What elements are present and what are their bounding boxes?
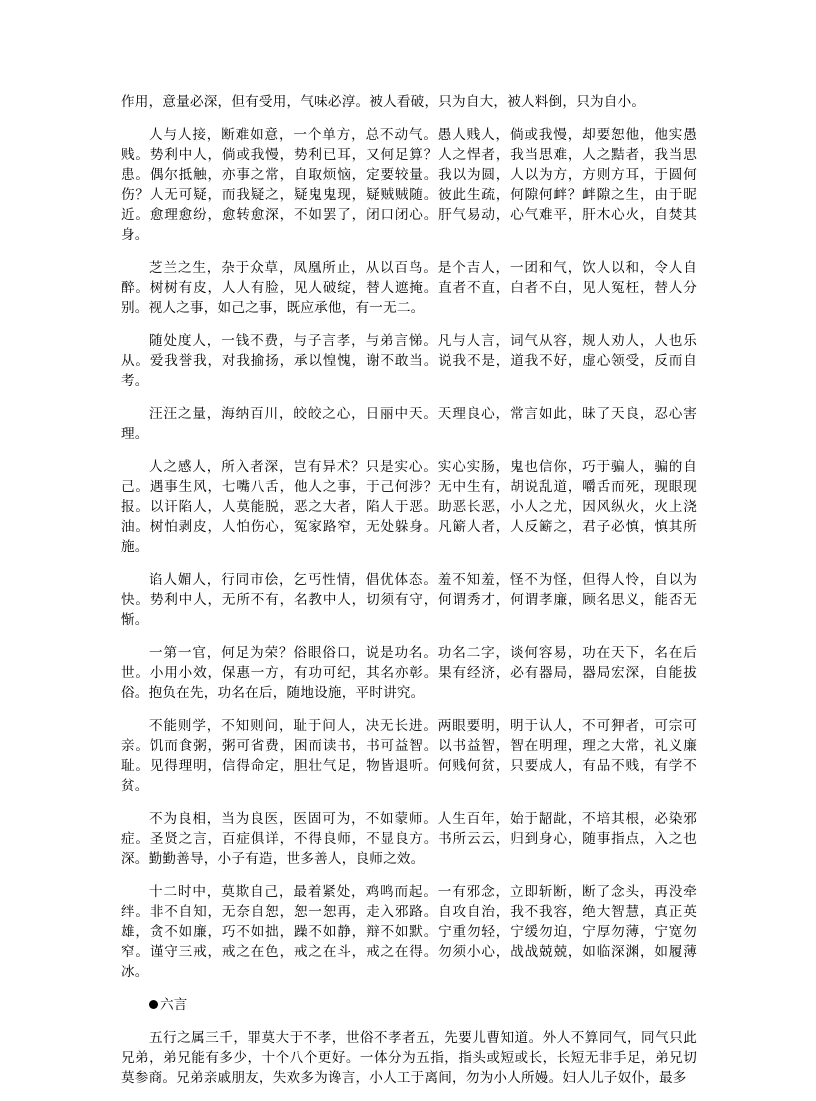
bullet-icon (149, 1000, 158, 1009)
paragraph-10: 不为良相，当为良医，医固可为，不如蒙师。人生百年，始于龆龀，不培其根，必染邪症。圣贤之言，百症俱详，不得良师，不显良方。书所云云，归到身心，随事指点，入之也深。勤勤善导，小子有造，世多善人，良师之效。 (121, 811, 697, 867)
paragraph-12: 五行之属三千，罪莫大于不孝，世俗不孝者五，先要儿曹知道。外人不算同气，同气只此兄弟，弟兄能有多少，十个八个更好。一体分为五指，指头或短或长，长短无非手足，弟兄切莫参商。兄弟亲戚朋友，失欢多为谗言，小人工于离间，勿为小人所嫚。妇人儿子奴仆，最多 (121, 1030, 697, 1086)
paragraph-8: 一第一官，何足为荣？俗眼俗口，说是功名。功名二字，谈何容易，功在天下，名在后世。小用小效，保惠一方，有功可纪，其名亦彰。果有经济，必有器局，器局宏深，自能拔俗。抱负在先，功名在后，随地设施，平时讲究。 (121, 645, 697, 701)
paragraph-9: 不能则学，不知则问，耻于问人，决无长进。两眼要明，明于认人，不可狎者，可宗可亲。饥而食粥，粥可省费，困而读书，书可益智。以书益智，智在明理，理之大常，礼义廉耻。见得理明，信得命定，胆壮气足，物皆退听。何贱何贫，只要成人，有品不贱，有学不贫。 (121, 718, 697, 794)
paragraph-2: 人与人接，断难如意，一个单方，总不动气。愚人贱人，倘或我慢，却要恕他，他实愚贱。势利中人，倘或我慢，势利已耳，又何足算？人之悍者，我当思难，人之黠者，我当思患。偶尔抵触，亦事之常，自取烦恼，定要较量。我以为圆，人以为方，方则方耳，于圆何伤？人无可疑，而我疑之，疑鬼鬼现，疑贼贼随。彼此生疏，何隙何衅？衅隙之生，由于昵近。愈理愈纷，愈转愈深，不如罢了，闭口闭心。肝气易动，心气难平，肝木心火，自焚其身。 (121, 127, 697, 243)
paragraph-6: 人之感人，所入者深，岂有异术？只是实心。实心实肠，鬼也信你，巧于骗人，骗的自己。遇事生风，七嘴八舌，他人之事，于己何涉？无中生有，胡说乱道，嚼舌而死，现眼现报。以讦陷人，人莫能脱，恶之大者，陷人于恶。助恶长恶，小人之尤，因风纵火，火上浇油。树怕剥皮，人怕伤心，冤家路窄，无处躲身。凡簖人者，人反簖之，君子必慎，慎其所施。 (121, 459, 697, 555)
document-page (121, 92, 697, 1101)
section-heading-text: 六言 (160, 997, 188, 1013)
paragraph-4: 随处度人，一钱不费，与子言孝，与弟言悌。凡与人言，词气从容，规人劝人，人也乐从。爱我誉我，对我揄扬，承以惶愧，谢不敢当。说我不是，道我不好，虚心领受，反而自考。 (121, 333, 697, 389)
paragraph-11: 十二时中，莫欺自己，最着紧处，鸡鸣而起。一有邪念，立即斩断，断了念头，再没牵绊。非不自知，无奈自恕，恕一恕再，走入邪路。自攻自治，我不我容，绝大智慧，真正英雄，贪不如廉，巧不如拙，躁不如静，辩不如默。宁重勿轻，宁缓勿迫，宁厚勿薄，宁宽勿窄。谨守三戒，戒之在色，戒之在斗，戒之在得。勿须小心，战战兢兢，如临深渊，如履薄冰。 (121, 884, 697, 980)
paragraph-1: 作用，意量必深，但有受用，气味必淳。被人看破，只为自大，被人料倒，只为自小。 (121, 94, 646, 110)
paragraph-7: 谄人媚人，行同市侩，乞丐性情，倡优体态。羞不知羞，怪不为怪，但得人怜，自以为快。势利中人，无所不有，名教中人，切须有守，何谓秀才，何谓孝廉，顾名思义，能否无惭。 (121, 572, 697, 628)
paragraph-5: 汪汪之量，海纳百川，皎皎之心，日丽中天。天理良心，常言如此，昧了天良，忍心害理。 (121, 406, 697, 442)
section-heading (121, 995, 697, 1015)
paragraph-3: 芝兰之生，杂于众草，凤凰所止，从以百鸟。是个吉人，一团和气，饮人以和，令人自醉。树树有皮，人人有脸，见人破绽，替人遮掩。直者不直，白者不白，见人冤枉，替人分别。视人之事，如己之事，既应承他，有一无二。 (121, 260, 697, 316)
